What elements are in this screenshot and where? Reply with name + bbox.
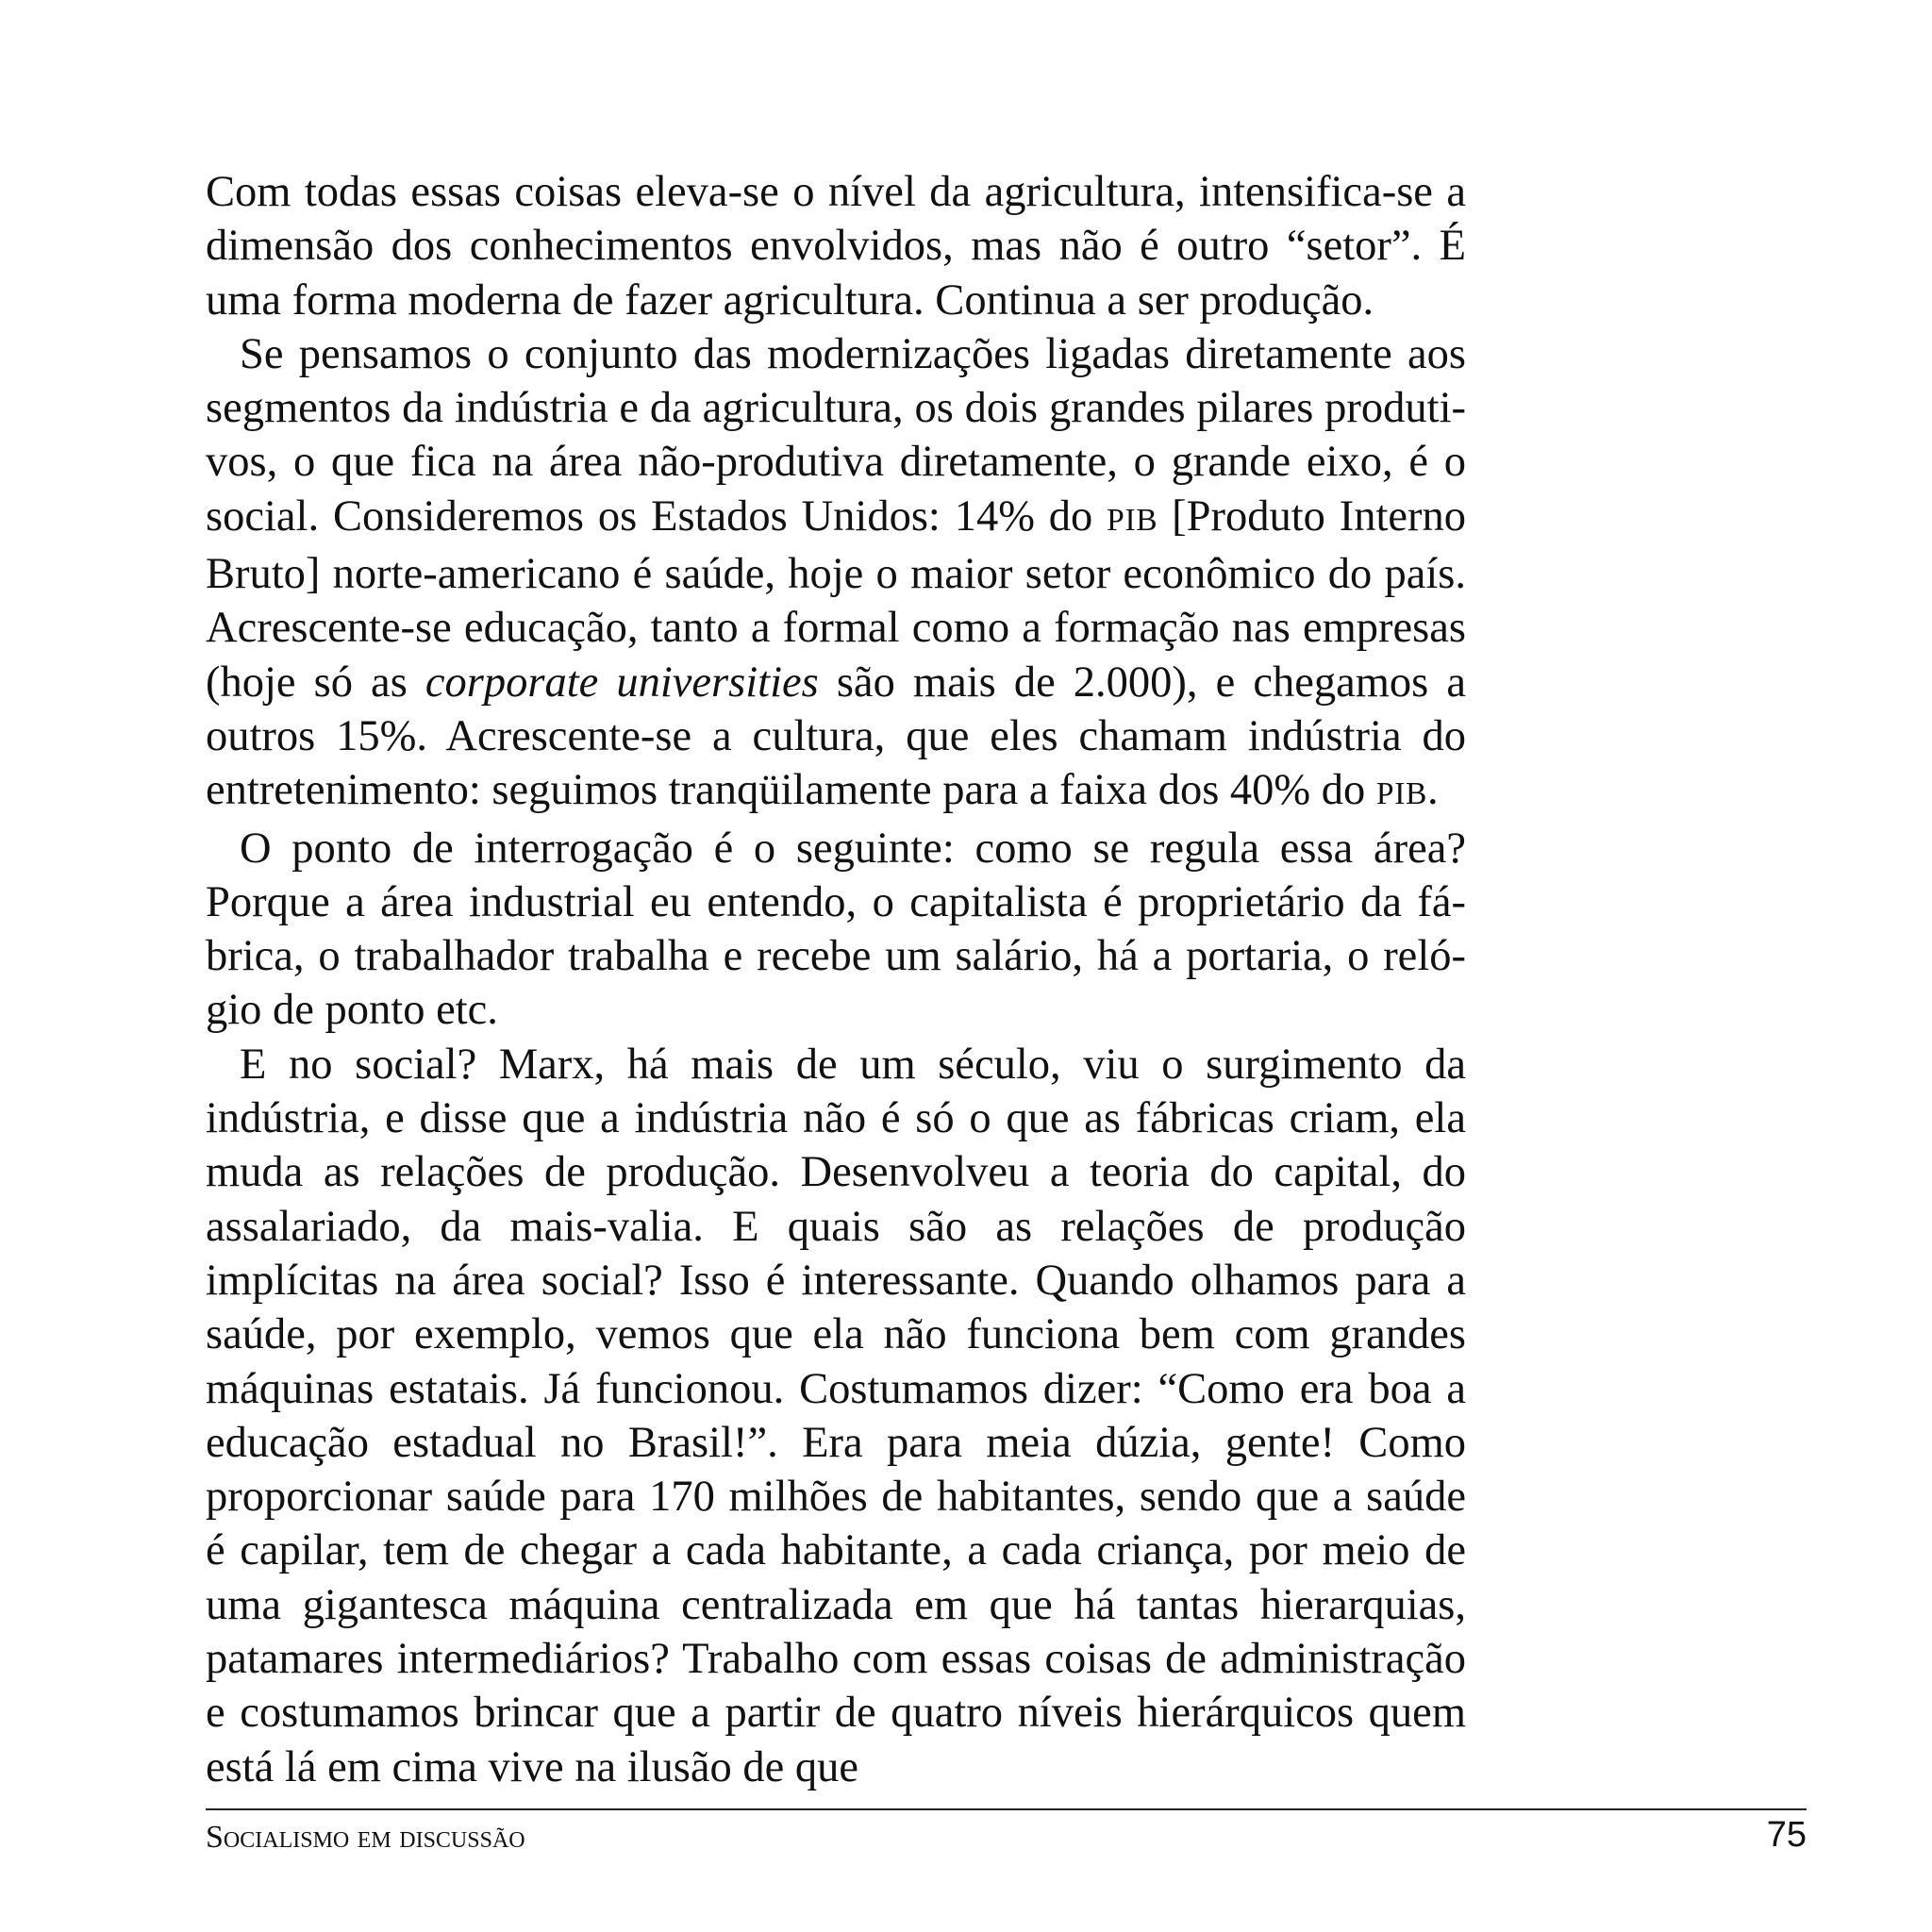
paragraph-1: Com todas essas coisas eleva-se o nível da agricultura, intensifica-se a dimensão dos conhecimentos envolvidos, mas não é outro “setor”. É uma forma moderna de fazer agricultura. Continua a ser produção.: [206, 168, 1466, 325]
paragraph-2: [206, 327, 1466, 822]
body-text: [206, 165, 1466, 1794]
paragraph-2-text-d: .: [1427, 766, 1439, 815]
paragraph-4: E no social? Marx, há mais de um século, viu o surgimento da indústria, e disse que a indústria não é só o que as fábricas criam, ela muda as relações de produção. Desenvolveu a teoria do capital, do assalariado, da mais-valia. E quais são as relações de produção implícitas na área social? Isso é interessante. Quando olhamos para a saúde, por exemplo, vemos que ela não funciona bem com grandes máquinas estatais. Já funcionou. Costumamos dizer: “Como era boa a educação estadual no Brasil!”. Era para meia dúzia, gente! Como proporcionar saúde para 170 milhões de habitantes, sendo que a saúde é capilar, tem de chegar a cada habitante, a cada criança, por meio de uma gigantesca máquina centralizada em que há tantas hierarquias, patamares intermediários? Trabalho com essas coisas de administração e costumamos brincar que a partir de quatro níveis hierárquicos quem está lá em cima vive na ilusão de que: [206, 1040, 1466, 1791]
page-number: 75: [1766, 1815, 1807, 1855]
paragraph-2-text-b: [Produto Interno Bruto] norte-americano é saúde, hoje o maior setor econômico do país. Acrescente-se educação, tanto a formal como a formação nas empresas (hoje só as: [206, 491, 1466, 707]
running-footer-title: Socialismo em discussão: [206, 1820, 525, 1855]
abbreviation-pib: PIB: [1107, 502, 1158, 538]
abbreviation-pib: PIB: [1375, 776, 1427, 812]
italic-term: corporate universities: [425, 658, 819, 707]
paragraph-2-text-a: Se pensamos o conjunto das modernizações ligadas diretamente aos segmentos da indústria e da agricultura, os dois grandes pilares produtivos, o que fica na área não-produtiva diretamente, o grande eixo, é o social. Consideremos os Estados Unidos: 14% do: [206, 329, 1466, 541]
footer-divider: [206, 1808, 1807, 1810]
paragraph-2-text-c: são mais de 2.000), e chegamos a outros 15%. Acrescente-se a cultura, que eles chamam indústria do entretenimento: seguimos tranqüilamente para a faixa dos 40% do: [206, 658, 1466, 815]
paragraph-3: O ponto de interrogação é o seguinte: como se regula essa área? Porque a área industrial eu entendo, o capitalista é proprietário da fábrica, o trabalhador trabalha e recebe um salário, há a portaria, o relógio de ponto etc.: [206, 824, 1466, 1035]
